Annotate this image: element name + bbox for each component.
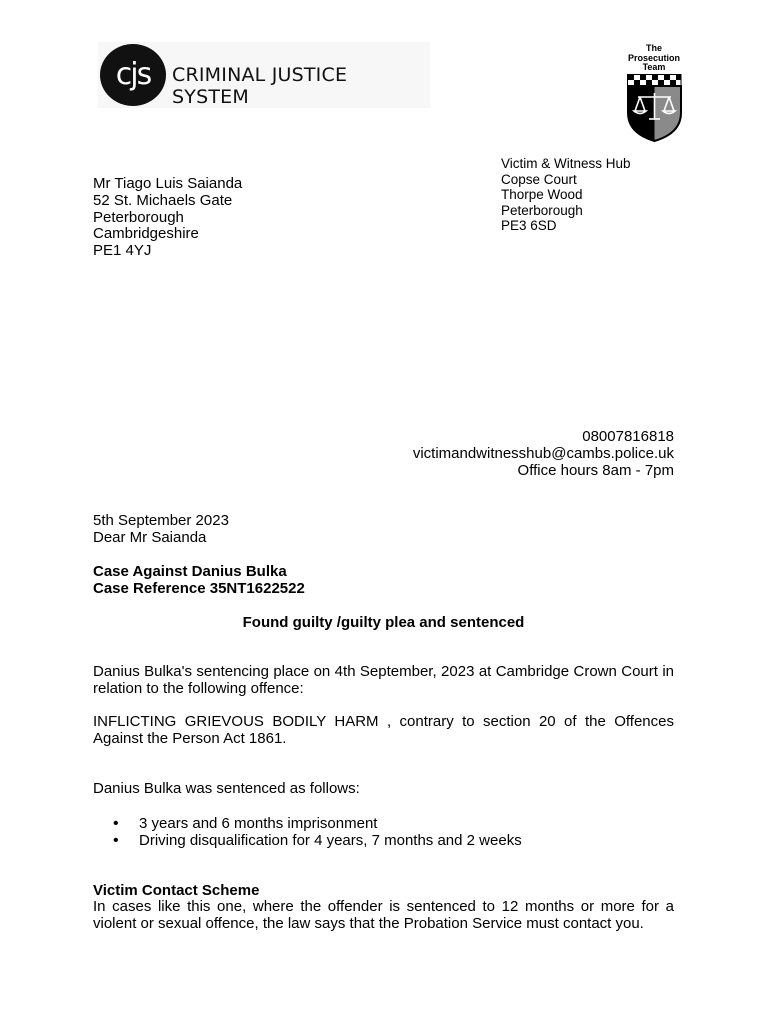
victim-contact-scheme-paragraph: In cases like this one, where the offender is sentenced to 12 months or more for a violent or sexual offence, the law says that the Probation Service must contact you. bbox=[93, 898, 674, 932]
contact-details bbox=[413, 429, 674, 479]
recipient-address-line: Cambridgeshire bbox=[93, 225, 199, 243]
cjs-logo bbox=[98, 42, 430, 108]
case-against: Case Against Danius Bulka bbox=[93, 563, 287, 580]
contact-phone: 08007816818 bbox=[582, 428, 674, 445]
contact-email: victimandwitnesshub@cambs.police.uk bbox=[412, 444, 674, 462]
case-reference: Case Reference 35NT1622522 bbox=[93, 580, 305, 597]
letter-heading: Found guilty /guilty plea and sentenced bbox=[242, 614, 525, 631]
recipient-address bbox=[93, 176, 242, 260]
letter-date: 5th September 2023 bbox=[93, 512, 229, 529]
recipient-address-line: 52 St. Michaels Gate bbox=[93, 191, 233, 209]
sender-address bbox=[501, 156, 631, 234]
sentence-item-text: Driving disqualification for 4 years, 7 months and 2 weeks bbox=[139, 832, 522, 849]
cjs-wordmark: CRIMINAL JUSTICE SYSTEM bbox=[172, 64, 348, 108]
office-hours: Office hours 8am - 7pm bbox=[517, 461, 674, 479]
date-and-salutation bbox=[93, 513, 229, 547]
sentence-item-text: 3 years and 6 months imprisonment bbox=[139, 815, 378, 832]
sender-address-line: PE3 6SD bbox=[501, 218, 557, 233]
bullet-icon: • bbox=[113, 832, 119, 849]
bullet-icon: • bbox=[113, 815, 119, 832]
list-item bbox=[93, 832, 674, 849]
recipient-address-line: PE1 4YJ bbox=[93, 242, 152, 260]
victim-contact-scheme-title: Victim Contact Scheme bbox=[93, 882, 260, 899]
sender-address-line: Victim & Witness Hub bbox=[501, 156, 631, 171]
recipient-address-line: Peterborough bbox=[93, 208, 184, 226]
list-item bbox=[93, 815, 674, 832]
prosecution-team-logo bbox=[624, 44, 684, 142]
sentenced-as-follows: Danius Bulka was sentenced as follows: bbox=[93, 780, 360, 797]
offence-paragraph: INFLICTING GRIEVOUS BODILY HARM , contrary to section 20 of the Offences Against the Person Act 1861. bbox=[93, 713, 674, 747]
sentence-list bbox=[93, 815, 674, 849]
case-info bbox=[93, 563, 305, 597]
sender-address-line: Copse Court bbox=[501, 171, 577, 187]
recipient-address-line: Mr Tiago Luis Saianda bbox=[93, 175, 243, 192]
sender-address-line: Peterborough bbox=[501, 202, 583, 218]
prosecution-team-title: The Prosecution Team bbox=[627, 43, 680, 72]
cjs-monogram: cjs bbox=[100, 44, 166, 106]
sender-address-line: Thorpe Wood bbox=[501, 187, 583, 202]
scales-of-justice-shield-icon bbox=[624, 73, 684, 143]
sentencing-paragraph: Danius Bulka's sentencing place on 4th September, 2023 at Cambridge Crown Court in relation to the following offence: bbox=[93, 663, 674, 697]
salutation: Dear Mr Saianda bbox=[93, 528, 207, 546]
